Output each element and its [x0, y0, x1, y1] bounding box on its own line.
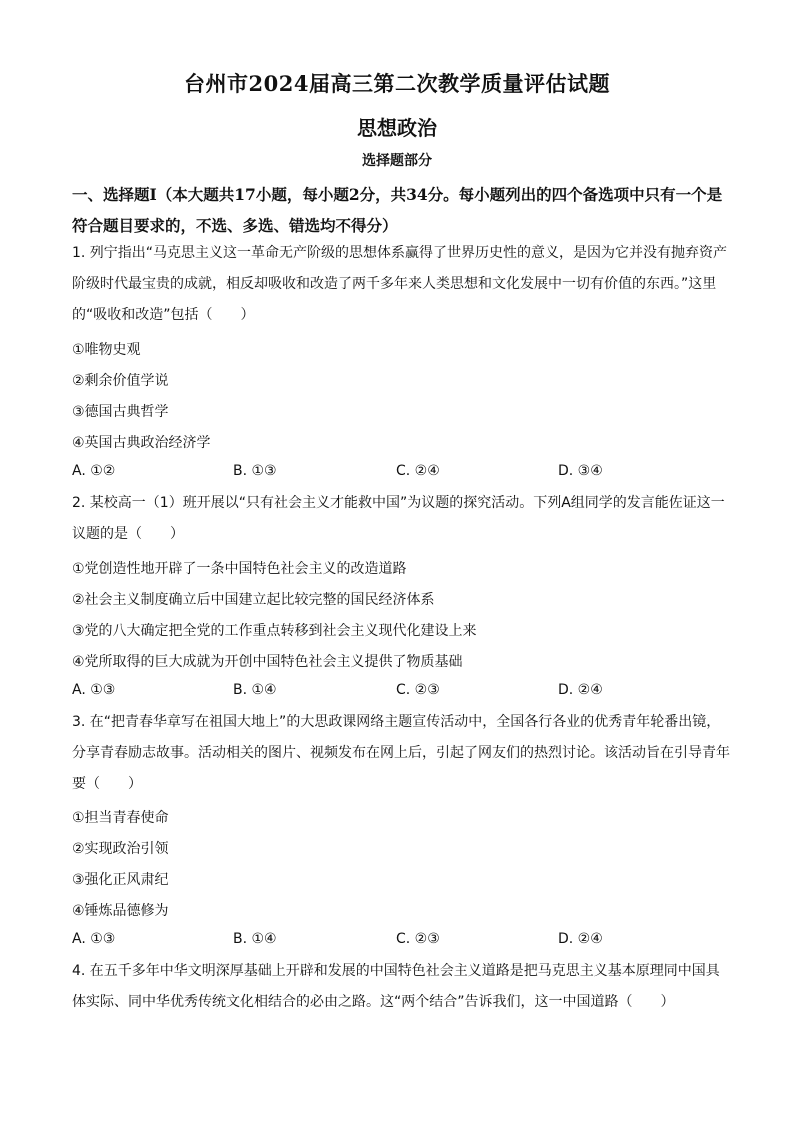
question-3-item: ②实现政治引领: [72, 841, 169, 857]
choice-c: C. ②③: [396, 931, 440, 947]
subject-title: 思想政治: [357, 116, 437, 140]
exam-title: 台州市2024届高三第二次教学质量评估试题: [184, 71, 610, 96]
question-4-stem: 4. 在五千多年中华文明深厚基础上开辟和发展的中国特色社会主义道路是把马克思主义基本原理同中国具体实际、同中华优秀传统文化相结合的必由之路。这“两个结合”告诉我们，这一中国道路（ ）: [72, 963, 720, 1010]
question-3-item: ①担当青春使命: [72, 810, 169, 826]
choice-b: B. ①④: [233, 682, 277, 698]
choice-a: A. ①②: [72, 463, 116, 479]
question-2-item: ④党所取得的巨大成就为开创中国特色社会主义提供了物质基础: [72, 654, 463, 670]
question-1-item: ④英国古典政治经济学: [72, 435, 211, 451]
part-heading: 选择题部分: [362, 153, 432, 169]
question-2-choices: [72, 682, 732, 702]
choice-d: D. ②④: [558, 682, 603, 698]
question-3-item: ③强化正风肃纪: [72, 872, 169, 888]
question-2-item: ①党创造性地开辟了一条中国特色社会主义的改造道路: [72, 561, 407, 577]
question-2-item: ③党的八大确定把全党的工作重点转移到社会主义现代化建设上来: [72, 623, 477, 639]
question-1-item: ①唯物史观: [72, 342, 141, 358]
question-3-stem: 3. 在“把青春华章写在祖国大地上”的大思政课网络主题宣传活动中，全国各行各业的优秀青年轮番出镜，分享青春励志故事。活动相关的图片、视频发布在网上后，引起了网友们的热烈讨论。该活动旨在引导青年要（ ）: [72, 714, 730, 792]
question-1-item: ③德国古典哲学: [72, 404, 169, 420]
choice-d: D. ③④: [558, 463, 603, 479]
choice-c: C. ②③: [396, 682, 440, 698]
question-1-choices: [72, 463, 732, 483]
choice-b: B. ①④: [233, 931, 277, 947]
question-2-item: ②社会主义制度确立后中国建立起比较完整的国民经济体系: [72, 592, 435, 608]
choice-b: B. ①③: [233, 463, 277, 479]
question-1-item: ②剩余价值学说: [72, 373, 169, 389]
question-2-stem: 2. 某校高一（1）班开展以“只有社会主义才能救中国”为议题的探究活动。下列A组同学的发言能佐证这一议题的是（ ）: [72, 495, 725, 542]
choice-a: A. ①③: [72, 682, 116, 698]
question-1-stem: 1. 列宁指出“马克思主义这一革命无产阶级的思想体系赢得了世界历史性的意义，是因为它并没有抛弃资产阶级时代最宝贵的成就，相反却吸收和改造了两千多年来人类思想和文化发展中一切有价值的东西。”这里的“吸收和改造”包括（ ）: [72, 245, 728, 323]
choice-d: D. ②④: [558, 931, 603, 947]
question-3-item: ④锤炼品德修为: [72, 903, 169, 919]
choice-a: A. ①③: [72, 931, 116, 947]
section-heading: 一、选择题Ⅰ（本大题共17小题，每小题2分，共34分。每小题列出的四个备选项中只有一个是符合题目要求的，不选、多选、错选均不得分）: [72, 185, 723, 235]
question-3-choices: [72, 931, 732, 951]
choice-c: C. ②④: [396, 463, 440, 479]
